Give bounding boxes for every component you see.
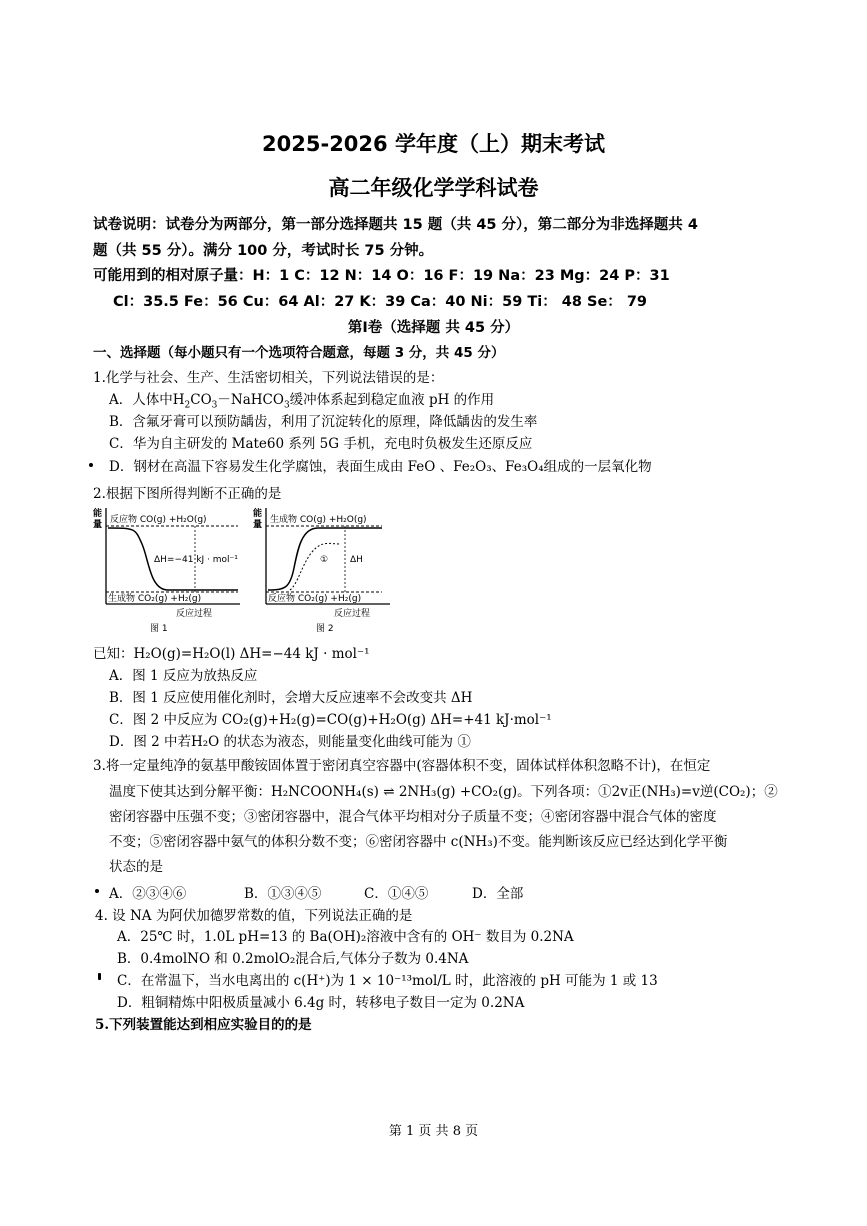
energy-diagram-2 xyxy=(250,504,400,634)
q1-option-c: C．华为自主研发的 Mate60 系列 5G 手机，充电时负极发生还原反应 xyxy=(109,436,533,452)
chart1-y-label-1: 能 xyxy=(93,509,103,519)
q1-option-a: A．人体中$H_2CO_3-NaHCO_3$缓冲体系起到稳定血液 pH 的作用 xyxy=(109,392,495,411)
scan-mark xyxy=(98,973,101,980)
chart2-bottom-label: 反应物 CO₂(g) +H₂(g) xyxy=(268,594,362,604)
atomic-masses-2: Cl：35.5 Fe：56 Cu：64 Al：27 K：39 Ca：40 Ni：59 Ti： 48 Se： 79 xyxy=(113,294,648,310)
page-footer: 第 1 页 共 8 页 xyxy=(388,1124,479,1139)
exam-subtitle: 高二年级化学学科试卷 xyxy=(328,176,539,200)
chart1-bottom-label: 生成物 CO₂(g) +H₂(g) xyxy=(108,594,202,604)
part-title: 第Ⅰ卷（选择题 共 45 分） xyxy=(347,320,520,336)
energy-diagram-1 xyxy=(90,504,263,634)
chart1-caption: 图 1 xyxy=(150,624,168,634)
scan-mark xyxy=(95,889,99,893)
q3-option-b: B．①③④⑤ xyxy=(244,886,322,902)
q4-stem: 4. 设 NA 为阿伏加德罗常数的值，下列说法正确的是 xyxy=(95,908,413,924)
q2-option-d: D．图 2 中若H₂O 的状态为液态，则能量变化曲线可能为 ① xyxy=(109,734,471,750)
q3-option-a: A．②③④⑥ xyxy=(109,886,187,902)
chart1-dh-label: ΔH=−41 kJ · mol⁻¹ xyxy=(154,555,238,565)
chart2-dh-label: ΔH xyxy=(350,555,363,565)
q2-option-c: C．图 2 中反应为 CO₂(g)+H₂(g)=CO(g)+H₂O(g) ΔH=+41 kJ·mol⁻¹ xyxy=(109,712,552,728)
chart1-x-label: 反应过程 xyxy=(176,609,213,619)
chart2-top-label: 生成物 CO(g) +H₂O(g) xyxy=(270,515,367,525)
q3-line-3: 密闭容器中压强不变；③密闭容器中，混合气体平均相对分子质量不变；④密闭容器中混合气体的密度 xyxy=(109,809,717,825)
q1-option-d: D．钢材在高温下容易发生化学腐蚀，表面生成由 FeO 、Fe₂O₃、Fe₃O₄组成的一层氧化物 xyxy=(109,459,652,475)
q3-line-1: 3.将一定量纯净的氨基甲酸铵固体置于密闭真空容器中(容器体积不变，固体试样体积忽略不计)，在恒定 xyxy=(93,758,711,774)
chart2-x-label: 反应过程 xyxy=(334,609,371,619)
chart1-top-label: 反应物 CO(g) +H₂O(g) xyxy=(110,515,207,525)
q3-line-2: 温度下使其达到分解平衡：H₂NCOONH₄(s) ⇌ 2NH₃(g) +CO₂(g)。下列各项：①2v正(NH₃)=v逆(CO₂)；② xyxy=(109,784,778,800)
atomic-masses-1: 可能用到的相对原子量：H：1 C：12 N：14 O：16 F：19 Na：23 Mg：24 P：31 xyxy=(93,268,670,284)
q3-option-d: D．全部 xyxy=(472,886,524,902)
q3-line-5: 状态的是 xyxy=(109,859,163,875)
q3-option-c: C．①④⑤ xyxy=(364,886,429,902)
q4-option-b: B．0.4molNO 和 0.2molO₂混合后,气体分子数为 0.4NA xyxy=(117,951,469,967)
q4-option-c: C．在常温下，当水电离出的 c(H⁺)为 1 × 10⁻¹³mol/L 时，此溶液的 pH 可能为 1 或 13 xyxy=(117,973,658,989)
q1-stem: 1.化学与社会、生产、生活密切相关，下列说法错误的是： xyxy=(93,370,444,386)
intro-line-2: 题（共 55 分）。满分 100 分，考试时长 75 分钟。 xyxy=(93,243,434,259)
q3-line-4: 不变；⑤密闭容器中氨气的体积分数不变；⑥密闭容器中 c(NH₃)不变。能判断该反应已经达到化学平衡 xyxy=(109,834,728,850)
q2-option-a: A．图 1 反应为放热反应 xyxy=(109,668,258,684)
q4-option-d: D．粗铜精炼中阳极质量减小 6.4g 时，转移电子数目一定为 0.2NA xyxy=(117,995,525,1011)
scan-mark xyxy=(89,463,93,467)
q4-option-a: A．25℃ 时，1.0L pH=13 的 Ba(OH)₂溶液中含有的 OH⁻ 数目为 0.2NA xyxy=(117,929,574,945)
q5-stem: 5.下列装置能达到相应实验目的的是 xyxy=(95,1017,312,1033)
chart2-y-label-2: 量 xyxy=(253,520,263,530)
intro-line-1: 试卷说明：试卷分为两部分，第一部分选择题共 15 题（共 45 分），第二部分为非选择题共 4 xyxy=(93,217,698,233)
q2-known: 已知：H₂O(g)=H₂O(l) ΔH=−44 kJ · mol⁻¹ xyxy=(93,646,370,662)
chart2-y-label-1: 能 xyxy=(253,509,263,519)
chart2-caption: 图 2 xyxy=(316,624,334,634)
q2-stem: 2.根据下图所得判断不正确的是 xyxy=(93,486,282,502)
section-heading: 一、选择题（每小题只有一个选项符合题意，每题 3 分，共 45 分） xyxy=(93,345,505,361)
chart2-mark: ① xyxy=(320,555,329,565)
q2-option-b: B．图 1 反应使用催化剂时，会增大反应速率不会改变共 ΔH xyxy=(109,690,473,706)
q1-option-b: B．含氟牙膏可以预防龋齿，利用了沉淀转化的原理，降低龋齿的发生率 xyxy=(109,414,538,430)
exam-title: 2025-2026 学年度（上）期末考试 xyxy=(262,132,605,156)
chart1-y-label-2: 量 xyxy=(93,520,103,530)
